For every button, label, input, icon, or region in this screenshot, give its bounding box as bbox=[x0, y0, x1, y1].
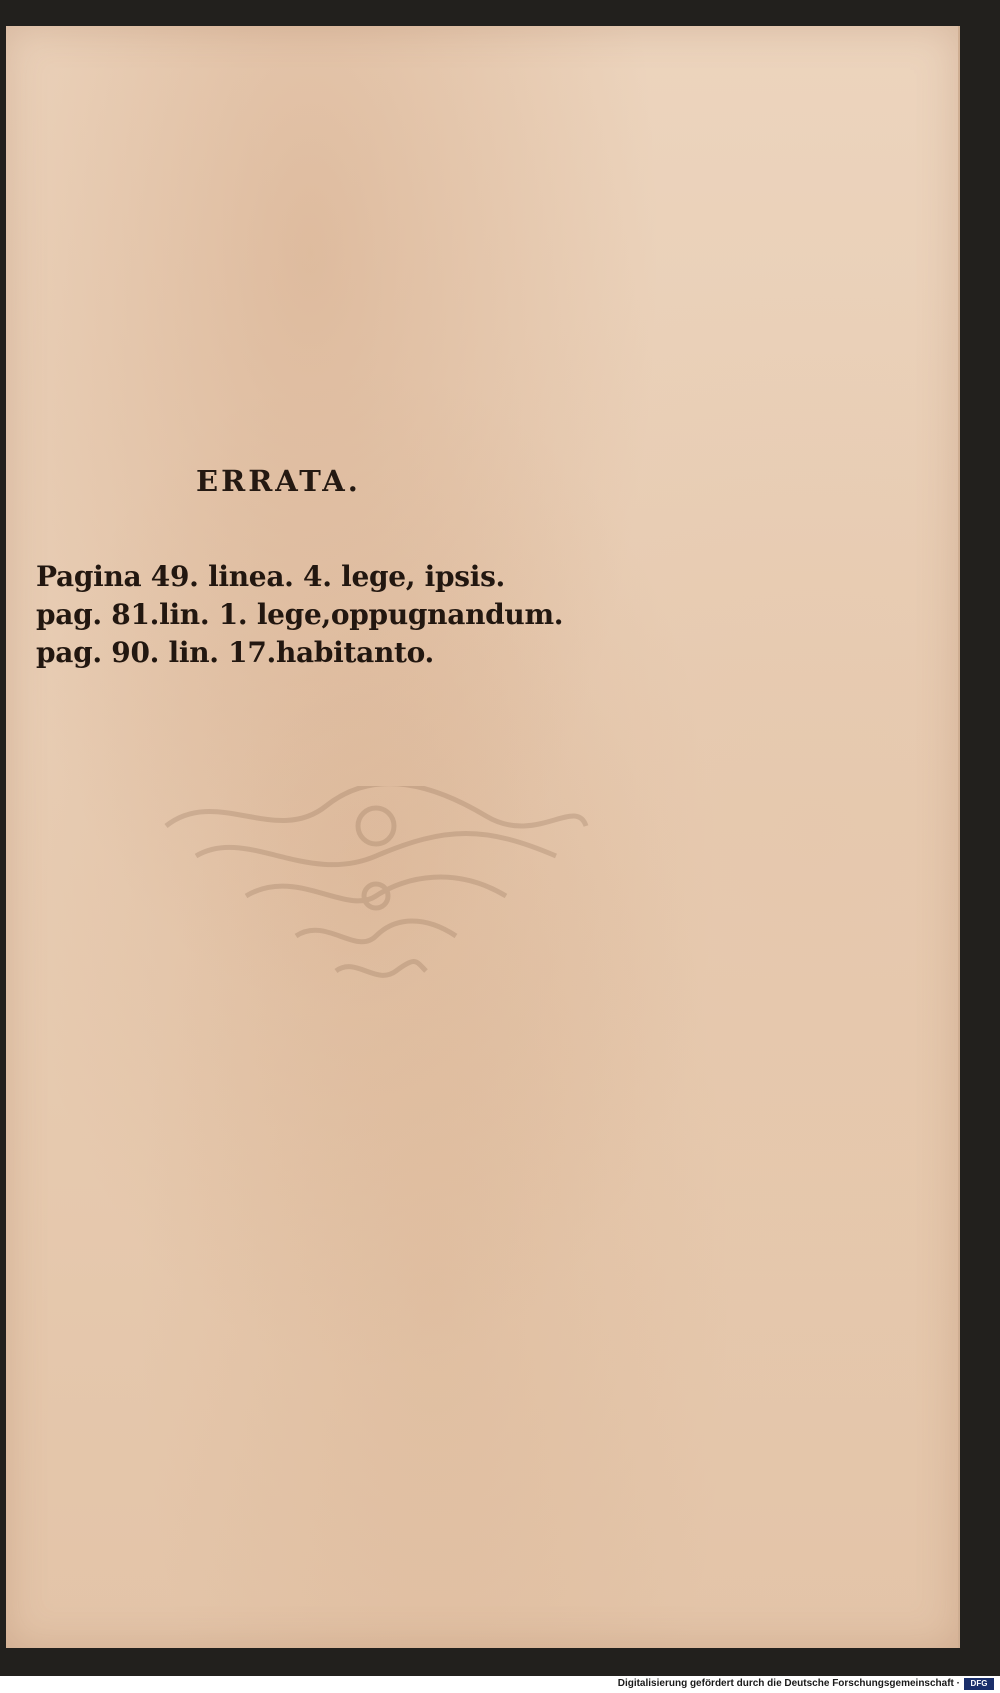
errata-heading: ERRATA. bbox=[196, 464, 361, 498]
errata-line: Pagina 49. linea. 4. lege, ipsis. bbox=[36, 560, 505, 593]
dfg-logo-icon: DFG bbox=[964, 1678, 994, 1690]
book-page bbox=[6, 26, 960, 1648]
show-through-ornament-icon bbox=[156, 786, 596, 996]
errata-line: pag. 81.lin. 1. lege,oppugnandum. bbox=[36, 598, 564, 631]
digitization-footer bbox=[0, 1676, 1000, 1693]
errata-line: pag. 90. lin. 17.habitanto. bbox=[36, 636, 435, 669]
footer-credit: Digitalisierung gefördert durch die Deutsche Forschungsgemeinschaft · bbox=[617, 1678, 960, 1689]
errata-list bbox=[36, 558, 563, 672]
